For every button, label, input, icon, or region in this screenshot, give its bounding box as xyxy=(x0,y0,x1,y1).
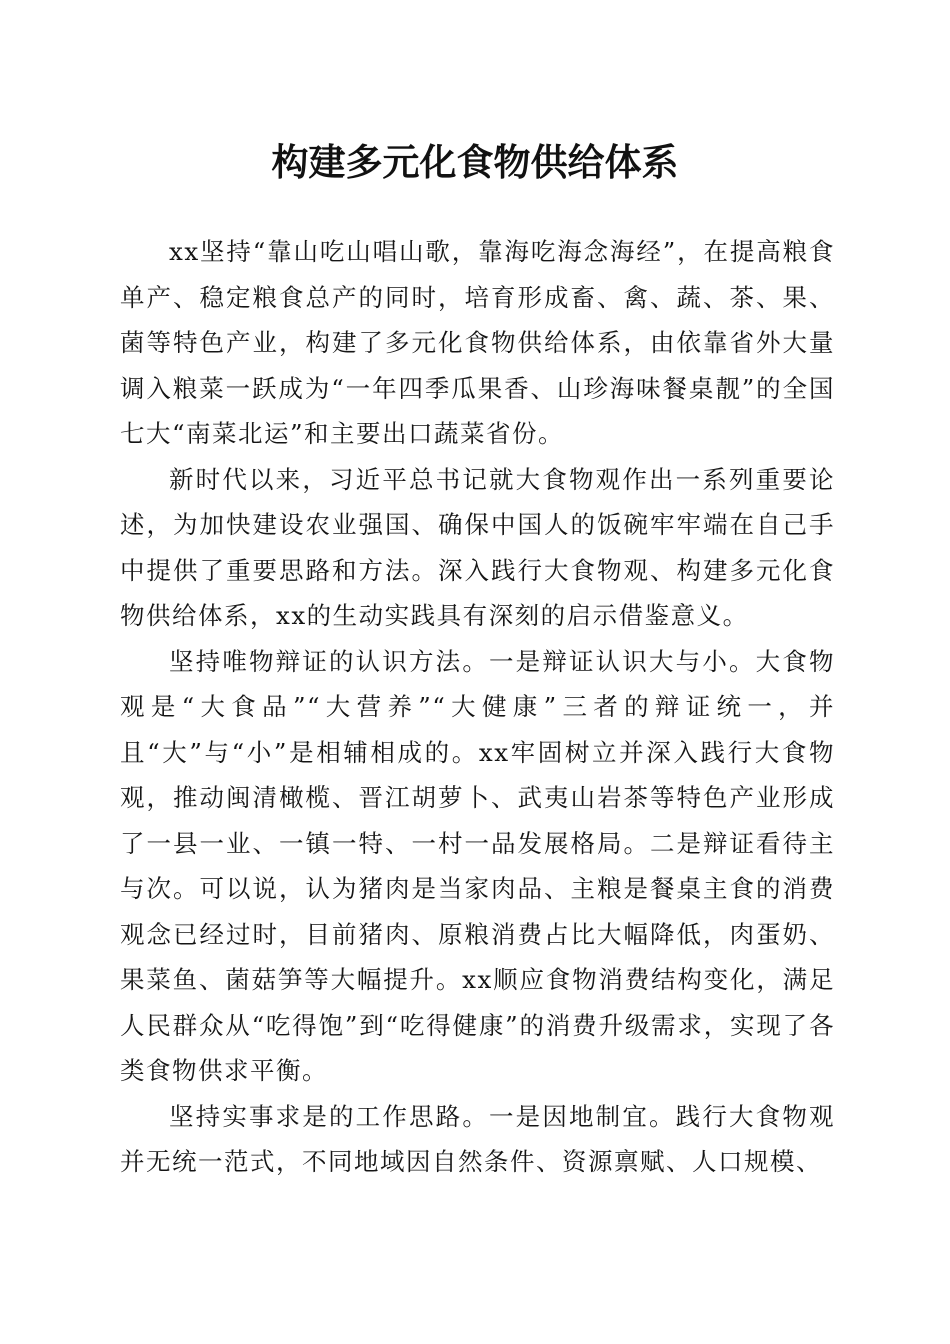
document-body xyxy=(120,229,835,1185)
paragraph-4: 坚持实事求是的工作思路。一是因地制宜。践行大食物观并无统一范式，不同地域因自然条件、资源禀赋、人口规模、 xyxy=(120,1101,835,1176)
document-title: 构建多元化食物供给体系 xyxy=(271,140,679,184)
paragraph-2: 新时代以来，习近平总书记就大食物观作出一系列重要论述，为加快建设农业强国、确保中国人的饭碗牢牢端在自己手中提供了重要思路和方法。深入践行大食物观、构建多元化食物供给体系，xx的生动实践具有深刻的启示借鉴意义。 xyxy=(120,464,835,630)
paragraph-3: 坚持唯物辩证的认识方法。一是辩证认识大与小。大食物观是“大食品”“大营养”“大健康”三者的辩证统一，并且“大”与“小”是相辅相成的。xx牢固树立并深入践行大食物观，推动闽清橄榄、晋江胡萝卜、武夷山岩茶等特色产业形成了一县一业、一镇一特、一村一品发展格局。二是辩证看待主与次。可以说，认为猪肉是当家肉品、主粮是餐桌主食的消费观念已经过时，目前猪肉、原粮消费占比大幅降低，肉蛋奶、果菜鱼、菌菇笋等大幅提升。xx顺应食物消费结构变化，满足人民群众从“吃得饱”到“吃得健康”的消费升级需求，实现了各类食物供求平衡。 xyxy=(120,646,835,1085)
paragraph-1: xx坚持“靠山吃山唱山歌，靠海吃海念海经”，在提高粮食单产、稳定粮食总产的同时，培育形成畜、禽、蔬、茶、果、菌等特色产业，构建了多元化食物供给体系，由依靠省外大量调入粮菜一跃成为“一年四季瓜果香、山珍海味餐桌靓”的全国七大“南菜北运”和主要出口蔬菜省份。 xyxy=(120,237,835,448)
